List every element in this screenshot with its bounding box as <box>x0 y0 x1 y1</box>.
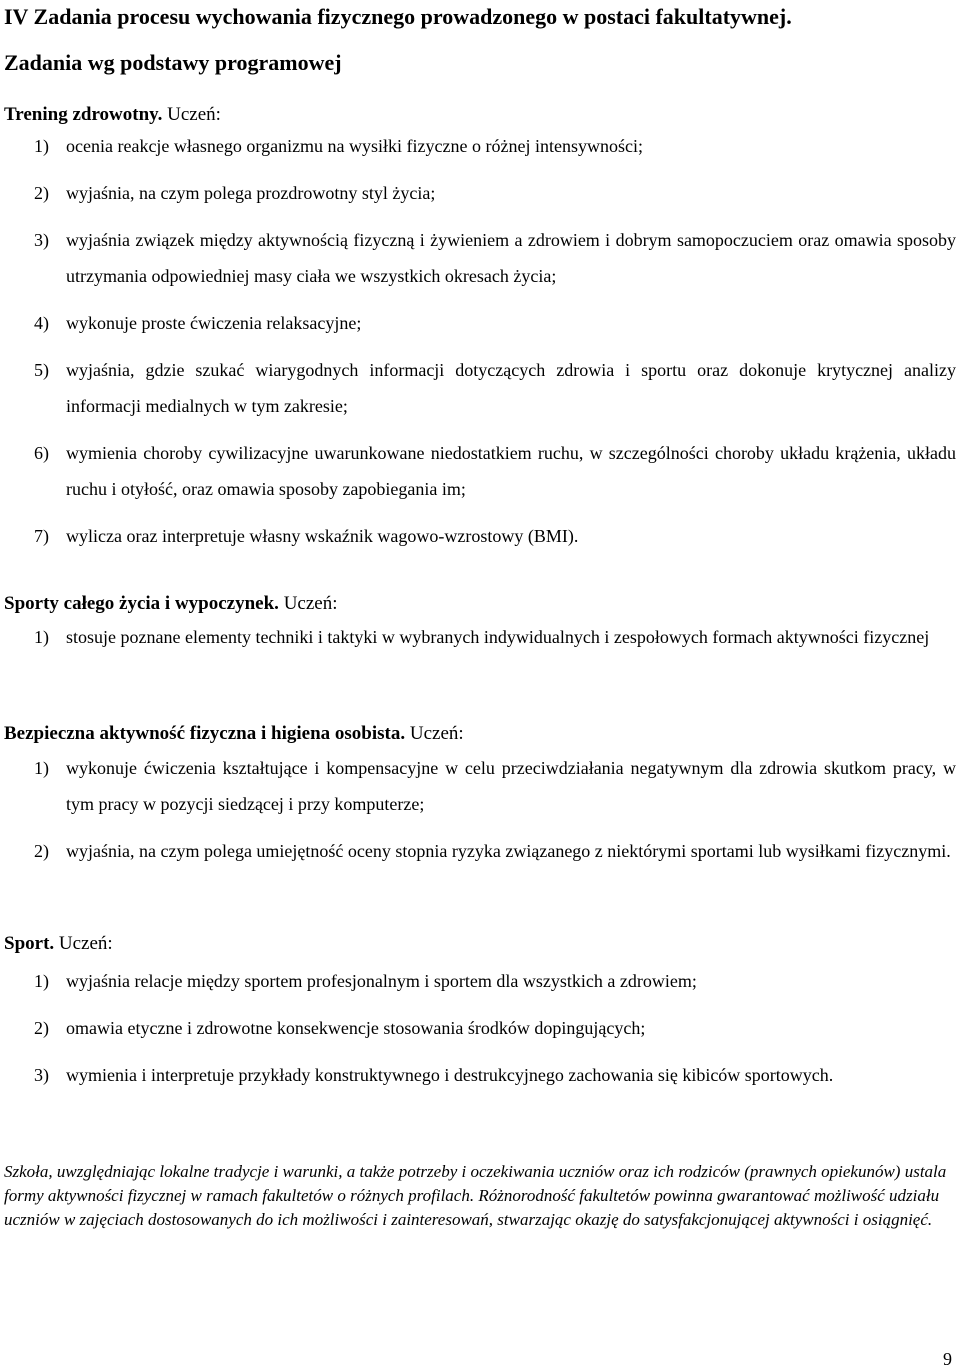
item-number: 2) <box>34 1018 49 1038</box>
section-subject: Uczeń: <box>58 933 113 954</box>
item-text: wyjaśnia związek między aktywnością fizyczną i żywieniem a zdrowiem i dobrym samopoczuciem oraz omawia sposoby utrzymania odpowiedniej masy ciała we wszystkich okresach życia; <box>66 230 956 286</box>
item-number: 3) <box>34 1065 49 1085</box>
item-number: 2) <box>34 841 49 861</box>
item-number: 1) <box>34 627 49 647</box>
list-item <box>4 435 956 507</box>
list-item <box>4 1057 956 1093</box>
section-subject: Uczeń: <box>167 104 221 125</box>
section-list-sport <box>4 963 956 1093</box>
section-subject: Uczeń: <box>409 723 464 744</box>
list-item <box>4 963 956 999</box>
list-item <box>4 619 956 655</box>
item-text: wyjaśnia, na czym polega umiejętność oceny stopnia ryzyka związanego z niektórymi sportami lub wysiłkami fizycznymi. <box>66 841 951 861</box>
item-text: wylicza oraz interpretuje własny wskaźnik wagowo-wzrostowy (BMI). <box>66 526 579 546</box>
closing-note: Szkoła, uwzględniając lokalne tradycje i warunki, a także potrzeby i oczekiwania uczniów oraz ich rodziców (prawnych opiekunów) ustala formy aktywności fizycznej w ramach fakultetów o różnych profilach. Różnorodność fakultetów powinna gwarantować możliwość udziału uczniów w zajęciach dostosowanych do ich możliwości i zainteresowań, stwarzając okazję do satysfakcjonującej aktywności i osiągnięć. <box>4 1162 947 1229</box>
item-number: 4) <box>34 313 49 333</box>
section-heading-trening <box>4 103 221 127</box>
list-item <box>4 222 956 294</box>
item-text: wymienia i interpretuje przykłady konstruktywnego i destrukcyjnego zachowania się kibiców sportowych. <box>66 1065 834 1085</box>
item-text: wyjaśnia, na czym polega prozdrowotny styl życia; <box>66 183 436 203</box>
item-number: 1) <box>34 758 49 778</box>
list-item <box>4 833 956 869</box>
main-heading: IV Zadania procesu wychowania fizycznego prowadzonego w postaci fakultatywnej. <box>4 4 792 29</box>
section-title: Bezpieczna aktywność fizyczna i higiena osobista. <box>4 723 406 744</box>
list-item <box>4 305 956 341</box>
section-heading-sporty <box>4 592 338 616</box>
item-text: wyjaśnia, gdzie szukać wiarygodnych informacji dotyczących zdrowia i sportu oraz dokonuje krytycznej analizy informacji medialnych w tym zakresie; <box>66 360 956 416</box>
item-number: 1) <box>34 971 49 991</box>
list-item <box>4 175 956 211</box>
item-text: wykonuje ćwiczenia kształtujące i kompensacyjne w celu przeciwdziałania negatywnym dla zdrowia skutkom pracy, w tym pracy w pozycji siedzącej i przy komputerze; <box>66 758 956 814</box>
item-text: wymienia choroby cywilizacyjne uwarunkowane niedostatkiem ruchu, w szczególności choroby układu krążenia, układu ruchu i otyłość, oraz omawia sposoby zapobiegania im; <box>66 443 956 499</box>
item-number: 7) <box>34 526 49 546</box>
section-list-sporty <box>4 619 956 655</box>
section-subject: Uczeń: <box>283 593 338 614</box>
item-number: 5) <box>34 360 49 380</box>
item-text: ocenia reakcje własnego organizmu na wysiłki fizyczne o różnej intensywności; <box>66 136 643 156</box>
section-list-trening <box>4 128 956 554</box>
section-heading-sport <box>4 932 113 956</box>
item-number: 1) <box>34 136 49 156</box>
item-number: 6) <box>34 443 49 463</box>
section-list-bezpieczna <box>4 750 956 869</box>
item-number: 3) <box>34 230 49 250</box>
section-title: Trening zdrowotny. <box>4 104 163 125</box>
list-item <box>4 1010 956 1046</box>
list-item <box>4 750 956 822</box>
item-text: wyjaśnia relacje między sportem profesjonalnym i sportem dla wszystkich a zdrowiem; <box>66 971 697 991</box>
page-number: 9 <box>943 1349 952 1369</box>
sub-heading: Zadania wg podstawy programowej <box>4 50 342 75</box>
section-title: Sport. <box>4 933 55 954</box>
item-text: wykonuje proste ćwiczenia relaksacyjne; <box>66 313 362 333</box>
item-text: omawia etyczne i zdrowotne konsekwencje stosowania środków dopingujących; <box>66 1018 646 1038</box>
item-text: stosuje poznane elementy techniki i taktyki w wybranych indywidualnych i zespołowych formach aktywności fizycznej <box>66 627 930 647</box>
list-item <box>4 518 956 554</box>
section-title: Sporty całego życia i wypoczynek. <box>4 593 279 614</box>
list-item <box>4 352 956 424</box>
item-number: 2) <box>34 183 49 203</box>
section-heading-bezpieczna <box>4 722 464 746</box>
list-item <box>4 128 956 164</box>
